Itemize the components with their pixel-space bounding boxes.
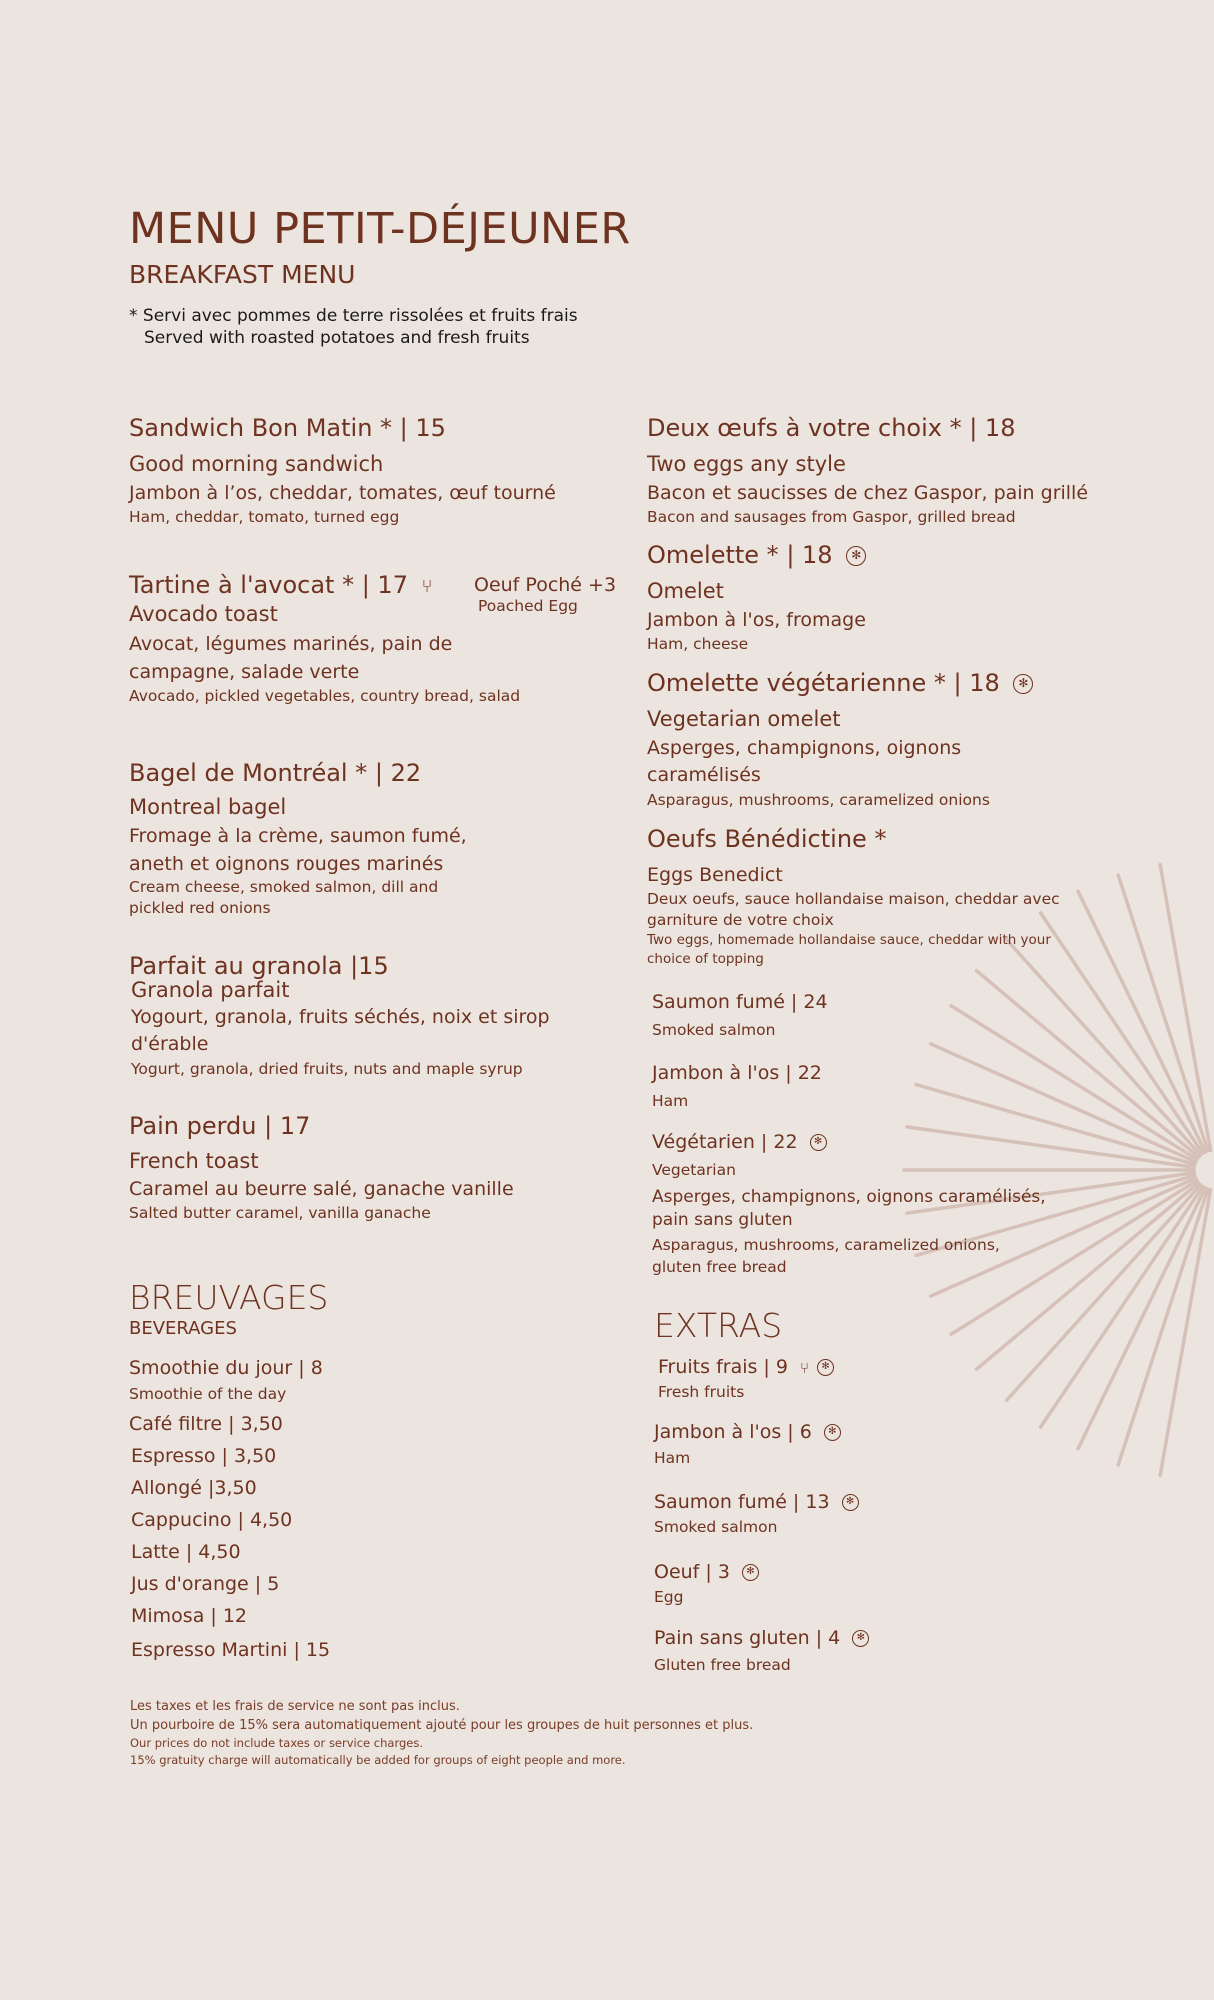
benedict-option-veg-desc-1: Asperges, champignons, oignons caramélisés, — [652, 1187, 1046, 1207]
benedict-option-veg-en: Vegetarian — [652, 1161, 736, 1179]
page-title: MENU PETIT-DÉJEUNER — [129, 204, 631, 254]
benedict-option-veg-desc-2: pain sans gluten — [652, 1210, 793, 1230]
beverage-item: Espresso Martini | 15 — [131, 1639, 331, 1661]
benedict-option-ham: Jambon à l'os | 22 — [652, 1062, 822, 1084]
extra-item-ham-title: Jambon à l'os | 6 — [654, 1421, 812, 1443]
sunburst-ray — [931, 1044, 1196, 1162]
beverage-item: Mimosa | 12 — [131, 1605, 248, 1627]
benedict-option-veg-desc-en-1: Asparagus, mushrooms, caramelized onions, — [652, 1236, 1000, 1254]
extra-item-salmon — [654, 1491, 859, 1513]
sunburst-ray — [1007, 940, 1201, 1156]
extra-item-salmon-title: Saumon fumé | 13 — [654, 1491, 830, 1513]
item-bagel-name: Bagel de Montréal * | 22 — [129, 759, 422, 787]
item-veg-omelette-desc-1: Asperges, champignons, oignons — [647, 737, 962, 759]
extras-title: EXTRAS — [654, 1306, 783, 1345]
item-benedict-en: Eggs Benedict — [647, 864, 783, 886]
item-eggs-desc: Bacon et saucisses de chez Gaspor, pain grillé — [647, 482, 1089, 504]
sunburst-ray — [1007, 1185, 1201, 1401]
item-benedict-name: Oeufs Bénédictine * — [647, 825, 887, 853]
sunburst-ray — [1041, 1187, 1203, 1427]
item-tartine-title: Tartine à l'avocat * | 17 — [129, 571, 408, 599]
wheat-icon: ✻ — [846, 546, 866, 566]
benedict-option-salmon: Saumon fumé | 24 — [652, 991, 828, 1013]
item-sandwich-en: Good morning sandwich — [129, 452, 384, 476]
item-bagel-desc-en-1: Cream cheese, smoked salmon, dill and — [129, 878, 439, 896]
extra-item-ham — [654, 1421, 841, 1443]
item-tartine-desc-2: campagne, salade verte — [129, 661, 360, 683]
item-benedict-desc-2: garniture de votre choix — [647, 911, 834, 929]
extra-item-egg-en: Egg — [654, 1588, 684, 1606]
beverage-smoothie-en: Smoothie of the day — [129, 1385, 287, 1403]
item-sandwich-name: Sandwich Bon Matin * | 15 — [129, 414, 446, 442]
beverage-smoothie: Smoothie du jour | 8 — [129, 1357, 323, 1379]
item-parfait-desc-en: Yogurt, granola, dried fruits, nuts and maple syrup — [131, 1060, 523, 1078]
extra-item-ham-en: Ham — [654, 1449, 691, 1467]
extra-item-gf-bread — [654, 1627, 869, 1649]
footer-line: Un pourboire de 15% sera automatiquement ajouté pour les groupes de huit personnes et plus. — [130, 1718, 754, 1733]
item-tartine-desc-en: Avocado, pickled vegetables, country bread, salad — [129, 687, 521, 705]
item-tartine-en: Avocado toast — [129, 602, 278, 626]
item-veg-omelette-title: Omelette végétarienne * | 18 — [647, 669, 1000, 697]
item-tartine-name — [129, 571, 432, 599]
benedict-option-veg-title: Végétarien | 22 — [652, 1131, 798, 1153]
item-bagel-desc-en-2: pickled red onions — [129, 899, 271, 917]
wheat-icon: ✻ — [852, 1630, 869, 1647]
item-veg-omelette-name — [647, 669, 1033, 697]
extra-item-fruits-title: Fruits frais | 9 — [658, 1356, 788, 1378]
wheat-icon: ✻ — [817, 1359, 834, 1376]
benedict-option-ham-en: Ham — [652, 1092, 689, 1110]
benedict-option-veg — [652, 1131, 827, 1153]
item-veg-omelette-desc-2: caramélisés — [647, 764, 761, 786]
extra-item-fruits-en: Fresh fruits — [658, 1383, 745, 1401]
wheat-icon: ✻ — [824, 1424, 841, 1441]
sunburst-ray — [977, 971, 1199, 1157]
page-subtitle: BREAKFAST MENU — [129, 260, 356, 289]
item-benedict-desc-en-1: Two eggs, homemade hollandaise sauce, cheddar with your — [647, 932, 1051, 948]
item-bagel-desc-2: aneth et oignons rouges marinés — [129, 853, 444, 875]
item-bagel-en: Montreal bagel — [129, 795, 287, 819]
sunburst-ray — [1041, 913, 1203, 1153]
item-parfait-name: Parfait au granola |15 — [129, 952, 389, 980]
extra-item-salmon-en: Smoked salmon — [654, 1518, 778, 1536]
item-pain-desc: Caramel au beurre salé, ganache vanille — [129, 1178, 514, 1200]
item-sandwich-desc-en: Ham, cheddar, tomato, turned egg — [129, 508, 400, 526]
item-pain-desc-en: Salted butter caramel, vanilla ganache — [129, 1204, 431, 1222]
beverage-item: Cappucino | 4,50 — [131, 1509, 293, 1531]
wheat-icon: ✻ — [742, 1564, 759, 1581]
wheat-icon: ✻ — [810, 1134, 827, 1151]
beverages-subtitle: BEVERAGES — [129, 1318, 237, 1339]
beverage-item: Latte | 4,50 — [131, 1541, 241, 1563]
beverage-item: Espresso | 3,50 — [131, 1445, 277, 1467]
item-omelette-en: Omelet — [647, 579, 724, 603]
item-eggs-name: Deux œufs à votre choix * | 18 — [647, 414, 1016, 442]
sprout-icon: ⑂ — [800, 1358, 810, 1377]
item-omelette-desc-en: Ham, cheese — [647, 635, 749, 653]
beverages-title: BREUVAGES — [129, 1278, 329, 1317]
sprout-icon: ⑂ — [421, 575, 433, 597]
extra-item-fruits — [658, 1356, 834, 1378]
item-tartine-extra-en: Poached Egg — [478, 597, 578, 615]
header-note-en: Served with roasted potatoes and fresh fruits — [144, 328, 530, 348]
beverage-item: Allongé |3,50 — [131, 1477, 257, 1499]
sunburst-ray — [916, 1085, 1195, 1165]
item-benedict-desc-1: Deux oeufs, sauce hollandaise maison, cheddar avec — [647, 890, 1060, 908]
footer-line: 15% gratuity charge will automatically be added for groups of eight people and more. — [130, 1753, 626, 1767]
item-parfait-en: Granola parfait — [131, 978, 290, 1002]
extra-item-egg-title: Oeuf | 3 — [654, 1561, 730, 1583]
wheat-icon: ✻ — [1013, 674, 1033, 694]
item-parfait-desc-2: d'érable — [131, 1033, 209, 1055]
item-omelette-desc: Jambon à l'os, fromage — [647, 609, 866, 631]
sunburst-ray — [951, 1006, 1197, 1160]
extra-item-gf-bread-title: Pain sans gluten | 4 — [654, 1627, 841, 1649]
header-note-fr: * Servi avec pommes de terre rissolées et fruits frais — [129, 306, 578, 326]
item-omelette-title: Omelette * | 18 — [647, 541, 833, 569]
item-eggs-desc-en: Bacon and sausages from Gaspor, grilled bread — [647, 508, 1016, 526]
extra-item-gf-bread-en: Gluten free bread — [654, 1656, 791, 1674]
item-pain-name: Pain perdu | 17 — [129, 1112, 311, 1140]
sunburst-ray — [1118, 1189, 1208, 1465]
item-parfait-desc-1: Yogourt, granola, fruits séchés, noix et sirop — [131, 1006, 550, 1028]
wheat-icon: ✻ — [842, 1494, 859, 1511]
sunburst-ray — [1118, 875, 1208, 1151]
beverage-item: Jus d'orange | 5 — [131, 1573, 280, 1595]
sunburst-ray — [977, 1183, 1199, 1369]
item-bagel-desc-1: Fromage à la crème, saumon fumé, — [129, 825, 467, 847]
footer-line: Les taxes et les frais de service ne sont pas inclus. — [130, 1699, 460, 1714]
item-eggs-en: Two eggs any style — [647, 452, 846, 476]
item-sandwich-desc: Jambon à l’os, cheddar, tomates, œuf tourné — [129, 482, 556, 504]
beverage-item: Café filtre | 3,50 — [129, 1413, 283, 1435]
item-omelette-name — [647, 541, 866, 569]
benedict-option-salmon-en: Smoked salmon — [652, 1021, 776, 1039]
item-tartine-desc-1: Avocat, légumes marinés, pain de — [129, 633, 453, 655]
sunburst-ray — [907, 1127, 1194, 1167]
item-veg-omelette-desc-en: Asparagus, mushrooms, caramelized onions — [647, 791, 990, 809]
item-tartine-extra-name: Oeuf Poché +3 — [474, 574, 617, 596]
item-veg-omelette-en: Vegetarian omelet — [647, 707, 841, 731]
extra-item-egg — [654, 1561, 759, 1583]
benedict-option-veg-desc-en-2: gluten free bread — [652, 1258, 787, 1276]
item-benedict-desc-en-2: choice of topping — [647, 951, 764, 967]
item-pain-en: French toast — [129, 1149, 259, 1173]
footer-line: Our prices do not include taxes or service charges. — [130, 1736, 423, 1750]
